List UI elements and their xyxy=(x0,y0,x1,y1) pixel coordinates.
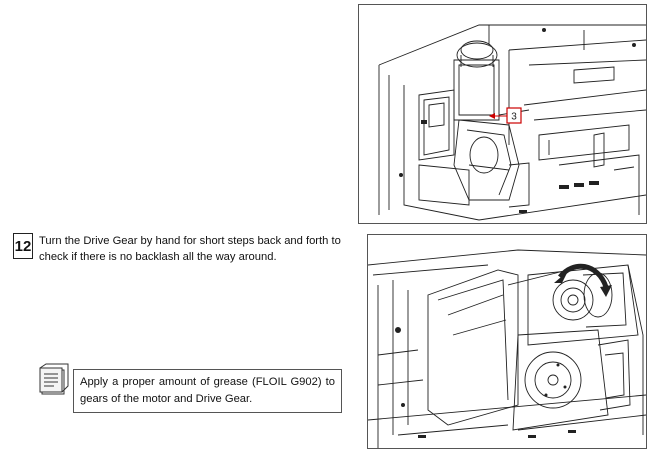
figure-top-motor-removal xyxy=(358,4,647,224)
rotation-arrow-icon xyxy=(554,266,612,297)
figure-top-drawing xyxy=(359,5,646,223)
note-box xyxy=(73,369,342,413)
notepad-icon xyxy=(36,362,70,396)
note-text: Apply a proper amount of grease (FLOIL G902) to gears of the motor and Drive Gear. xyxy=(80,376,335,405)
callout-arrowhead xyxy=(489,113,495,119)
step-number: 12 xyxy=(13,233,33,259)
figure-bottom-drawing xyxy=(368,235,646,448)
figure-bottom-drive-gear xyxy=(367,234,647,449)
callout-number: 3 xyxy=(511,111,517,123)
step-instruction: Turn the Drive Gear by hand for short steps back and forth to check if there is no backlash all the way around. xyxy=(39,235,341,263)
